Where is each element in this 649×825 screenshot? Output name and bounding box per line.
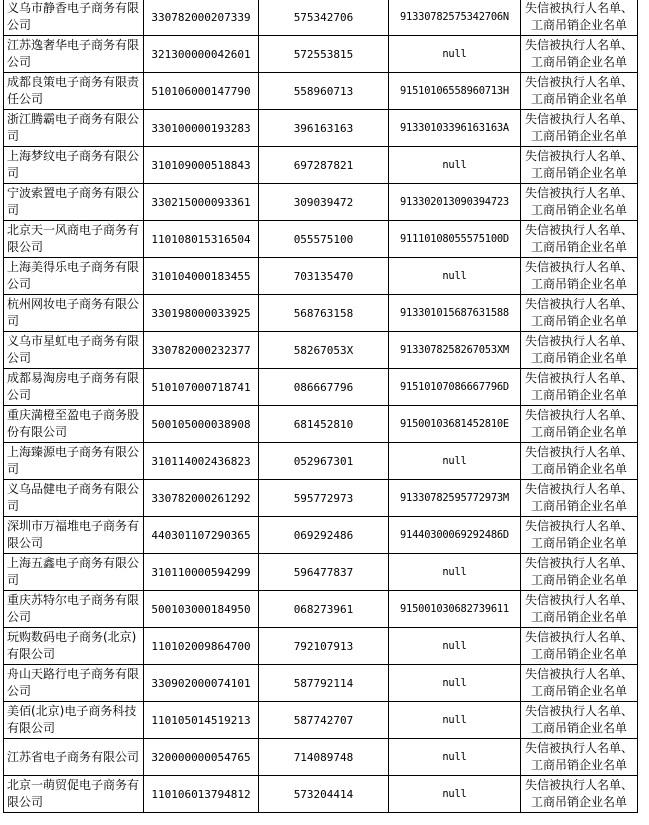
credit-code-cell: null [389,554,521,591]
registration-number-cell: 330100000193283 [144,110,259,147]
credit-code-cell: 91330782595772973M [389,480,521,517]
organization-code-cell: 587792114 [259,665,389,702]
table-row [4,110,638,147]
table-row [4,0,638,36]
company-name-cell: 美佰(北京)电子商务科技有限公司 [4,702,144,739]
registration-number-cell: 310104000183455 [144,258,259,295]
company-name-cell: 江苏逸奢华电子商务有限公司 [4,36,144,73]
table-row [4,554,638,591]
company-name-cell: 成都易淘房电子商务有限公司 [4,369,144,406]
status-tags-cell: 失信被执行人名单、工商吊销企业名单 [521,443,638,480]
status-tags-cell: 失信被执行人名单、工商吊销企业名单 [521,554,638,591]
credit-code-cell: null [389,258,521,295]
credit-code-cell: 9133078258267053XM [389,332,521,369]
company-name-cell: 深圳市万福堆电子商务有限公司 [4,517,144,554]
registration-number-cell: 110106013794812 [144,776,259,813]
company-name-cell: 北京一萌贸促电子商务有限公司 [4,776,144,813]
table-row [4,591,638,628]
status-tags-cell: 失信被执行人名单、工商吊销企业名单 [521,73,638,110]
status-tags-cell: 失信被执行人名单、工商吊销企业名单 [521,739,638,776]
status-tags-cell: 失信被执行人名单、工商吊销企业名单 [521,628,638,665]
company-name-cell: 重庆満橙至盈电子商务股份有限公司 [4,406,144,443]
table-row [4,443,638,480]
status-tags-cell: 失信被执行人名单、工商吊销企业名单 [521,702,638,739]
company-name-cell: 杭州网妆电子商务有限公司 [4,295,144,332]
registration-number-cell: 330198000033925 [144,295,259,332]
credit-code-cell: null [389,665,521,702]
organization-code-cell: 558960713 [259,73,389,110]
table-row [4,258,638,295]
company-name-cell: 北京天一风商电子商务有限公司 [4,221,144,258]
company-name-cell: 舟山天路行电子商务有限公司 [4,665,144,702]
organization-code-cell: 596477837 [259,554,389,591]
credit-code-cell: 91110108055575100D [389,221,521,258]
organization-code-cell: 055575100 [259,221,389,258]
registration-number-cell: 330215000093361 [144,184,259,221]
registration-number-cell: 500105000038908 [144,406,259,443]
table-row [4,665,638,702]
table-row [4,628,638,665]
table-row [4,776,638,813]
credit-code-cell: 91330782575342706N [389,0,521,36]
credit-code-cell: 91330201309039472З [389,184,521,221]
table-row [4,73,638,110]
organization-code-cell: 068273961 [259,591,389,628]
company-name-cell: 宁波索置电子商务有限公司 [4,184,144,221]
table-row [4,480,638,517]
credit-code-cell: null [389,702,521,739]
status-tags-cell: 失信被执行人名单、工商吊销企业名单 [521,369,638,406]
status-tags-cell: 失信被执行人名单、工商吊销企业名单 [521,480,638,517]
credit-code-cell: 91500103681452810E [389,406,521,443]
organization-code-cell: 568763158 [259,295,389,332]
status-tags-cell: 失信被执行人名单、工商吊销企业名单 [521,0,638,36]
credit-code-cell: null [389,628,521,665]
table-row [4,147,638,184]
credit-code-cell: null [389,443,521,480]
table-row [4,517,638,554]
status-tags-cell: 失信被执行人名单、工商吊销企业名单 [521,184,638,221]
credit-code-cell: 915001030682739611 [389,591,521,628]
organization-code-cell: 052967301 [259,443,389,480]
credit-code-cell: 91330103396163163A [389,110,521,147]
status-tags-cell: 失信被执行人名单、工商吊销企业名单 [521,776,638,813]
organization-code-cell: 069292486 [259,517,389,554]
credit-code-cell: null [389,776,521,813]
company-name-cell: 上海美得乐电子商务有限公司 [4,258,144,295]
registration-number-cell: 110108015316504 [144,221,259,258]
company-name-cell: 成都良策电子商务有限责任公司 [4,73,144,110]
status-tags-cell: 失信被执行人名单、工商吊销企业名单 [521,295,638,332]
table-row [4,702,638,739]
company-name-cell: 上海五鑫电子商务有限公司 [4,554,144,591]
company-name-cell: 江苏省电子商务有限公司 [4,739,144,776]
table-row [4,332,638,369]
registration-number-cell: 330782000232377 [144,332,259,369]
credit-code-cell: 913301015687631588 [389,295,521,332]
status-tags-cell: 失信被执行人名单、工商吊销企业名单 [521,332,638,369]
status-tags-cell: 失信被执行人名单、工商吊销企业名单 [521,221,638,258]
organization-code-cell: 086667796 [259,369,389,406]
registration-number-cell: 330782000261292 [144,480,259,517]
status-tags-cell: 失信被执行人名单、工商吊销企业名单 [521,110,638,147]
status-tags-cell: 失信被执行人名单、工商吊销企业名单 [521,36,638,73]
table-row [4,739,638,776]
status-tags-cell: 失信被执行人名单、工商吊销企业名单 [521,591,638,628]
credit-code-cell: null [389,739,521,776]
company-name-cell: 上海臻源电子商务有限公司 [4,443,144,480]
organization-code-cell: 792107913 [259,628,389,665]
registration-number-cell: 310114002436823 [144,443,259,480]
credit-code-cell: 91510106558960713H [389,73,521,110]
registration-number-cell: 321300000042601 [144,36,259,73]
table-row [4,369,638,406]
registration-number-cell: 500103000184950 [144,591,259,628]
status-tags-cell: 失信被执行人名单、工商吊销企业名单 [521,665,638,702]
table-row [4,184,638,221]
organization-code-cell: 697287821 [259,147,389,184]
company-name-cell: 义乌市星虹电子商务有限公司 [4,332,144,369]
status-tags-cell: 失信被执行人名单、工商吊销企业名单 [521,517,638,554]
registration-number-cell: 110102009864700 [144,628,259,665]
credit-code-cell: 91510107086667796D [389,369,521,406]
registration-number-cell: 320000000054765 [144,739,259,776]
organization-code-cell: 309039472 [259,184,389,221]
registration-number-cell: 310110000594299 [144,554,259,591]
credit-code-cell: 91440300069292486D [389,517,521,554]
registration-number-cell: 510106000147790 [144,73,259,110]
organization-code-cell: 58267053X [259,332,389,369]
organization-code-cell: 714089748 [259,739,389,776]
registration-number-cell: 110105014519213 [144,702,259,739]
organization-code-cell: 681452810 [259,406,389,443]
company-name-cell: 重庆苏特尔电子商务有限公司 [4,591,144,628]
company-name-cell: 玩购数码电子商务(北京)有限公司 [4,628,144,665]
credit-code-cell: null [389,36,521,73]
status-tags-cell: 失信被执行人名单、工商吊销企业名单 [521,406,638,443]
table-row [4,406,638,443]
table-row [4,221,638,258]
status-tags-cell: 失信被执行人名单、工商吊销企业名单 [521,258,638,295]
table-row [4,295,638,332]
credit-code-cell: null [389,147,521,184]
organization-code-cell: 572553815 [259,36,389,73]
registration-number-cell: 440301107290365 [144,517,259,554]
organization-code-cell: 575342706 [259,0,389,36]
company-name-cell: 上海梦纹电子商务有限公司 [4,147,144,184]
organization-code-cell: 573204414 [259,776,389,813]
company-name-cell: 义乌品健电子商务有限公司 [4,480,144,517]
organization-code-cell: 595772973 [259,480,389,517]
registration-number-cell: 310109000518843 [144,147,259,184]
organization-code-cell: 703135470 [259,258,389,295]
organization-code-cell: 587742707 [259,702,389,739]
table-row [4,36,638,73]
registration-number-cell: 330782000207339 [144,0,259,36]
organization-code-cell: 396163163 [259,110,389,147]
status-tags-cell: 失信被执行人名单、工商吊销企业名单 [521,147,638,184]
company-table [3,0,638,813]
company-name-cell: 浙江腾霸电子商务有限公司 [4,110,144,147]
company-name-cell: 义乌市静香电子商务有限公司 [4,0,144,36]
registration-number-cell: 330902000074101 [144,665,259,702]
company-table-body [4,0,638,813]
registration-number-cell: 510107000718741 [144,369,259,406]
